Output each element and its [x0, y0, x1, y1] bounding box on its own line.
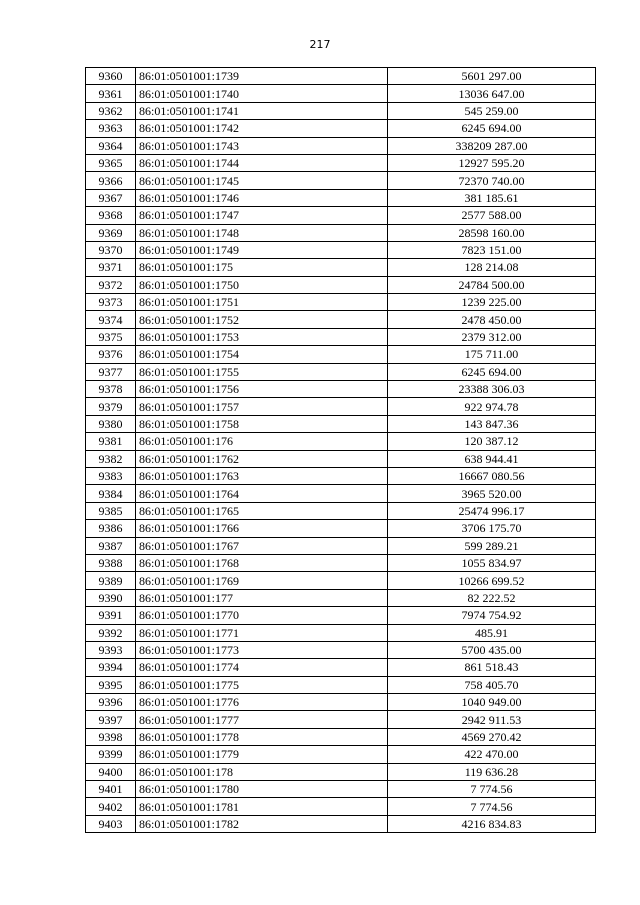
table-row — [86, 381, 596, 398]
cadastral-number: 86:01:0501001:1750 — [136, 276, 388, 293]
page-number: 217 — [309, 38, 331, 51]
row-number: 9382 — [86, 450, 136, 467]
cadastral-number: 86:01:0501001:1767 — [136, 537, 388, 554]
table-row — [86, 659, 596, 676]
row-number: 9400 — [86, 763, 136, 780]
table-row — [86, 815, 596, 832]
row-number: 9389 — [86, 572, 136, 589]
row-number: 9364 — [86, 137, 136, 154]
cadastral-value: 1239 225.00 — [388, 294, 596, 311]
cadastral-number: 86:01:0501001:1763 — [136, 467, 388, 484]
table-row — [86, 207, 596, 224]
cadastral-value: 1040 949.00 — [388, 694, 596, 711]
table-row — [86, 189, 596, 206]
row-number: 9361 — [86, 85, 136, 102]
cadastral-number: 86:01:0501001:1769 — [136, 572, 388, 589]
cadastral-value: 72370 740.00 — [388, 172, 596, 189]
cadastral-value-table — [85, 67, 596, 833]
row-number: 9396 — [86, 694, 136, 711]
cadastral-value: 3706 175.70 — [388, 520, 596, 537]
row-number: 9381 — [86, 433, 136, 450]
cadastral-value: 25474 996.17 — [388, 502, 596, 519]
table-row — [86, 798, 596, 815]
cadastral-number: 86:01:0501001:1782 — [136, 815, 388, 832]
row-number: 9369 — [86, 224, 136, 241]
cadastral-value: 7823 151.00 — [388, 241, 596, 258]
row-number: 9363 — [86, 120, 136, 137]
cadastral-value: 2577 588.00 — [388, 207, 596, 224]
table-row — [86, 154, 596, 171]
row-number: 9360 — [86, 68, 136, 85]
cadastral-value: 5601 297.00 — [388, 68, 596, 85]
cadastral-number: 86:01:0501001:1768 — [136, 554, 388, 571]
cadastral-value: 16667 080.56 — [388, 467, 596, 484]
row-number: 9372 — [86, 276, 136, 293]
cadastral-number: 86:01:0501001:1765 — [136, 502, 388, 519]
table-row — [86, 294, 596, 311]
table-row — [86, 537, 596, 554]
cadastral-number: 86:01:0501001:1742 — [136, 120, 388, 137]
table-row — [86, 68, 596, 85]
cadastral-number: 86:01:0501001:1776 — [136, 694, 388, 711]
cadastral-value: 545 259.00 — [388, 102, 596, 119]
cadastral-number: 86:01:0501001:1758 — [136, 415, 388, 432]
row-number: 9370 — [86, 241, 136, 258]
table-row — [86, 259, 596, 276]
cadastral-value: 2379 312.00 — [388, 328, 596, 345]
cadastral-value: 861 518.43 — [388, 659, 596, 676]
row-number: 9378 — [86, 381, 136, 398]
table-row — [86, 554, 596, 571]
cadastral-value: 175 711.00 — [388, 346, 596, 363]
cadastral-value: 128 214.08 — [388, 259, 596, 276]
table-row — [86, 694, 596, 711]
cadastral-value: 485.91 — [388, 624, 596, 641]
cadastral-number: 86:01:0501001:1779 — [136, 746, 388, 763]
cadastral-number: 86:01:0501001:1754 — [136, 346, 388, 363]
cadastral-number: 86:01:0501001:1739 — [136, 68, 388, 85]
row-number: 9377 — [86, 363, 136, 380]
row-number: 9399 — [86, 746, 136, 763]
row-number: 9376 — [86, 346, 136, 363]
row-number: 9368 — [86, 207, 136, 224]
cadastral-value: 7 774.56 — [388, 781, 596, 798]
table-row — [86, 102, 596, 119]
cadastral-number: 86:01:0501001:1743 — [136, 137, 388, 154]
cadastral-value: 13036 647.00 — [388, 85, 596, 102]
cadastral-value: 2478 450.00 — [388, 311, 596, 328]
cadastral-number: 86:01:0501001:177 — [136, 589, 388, 606]
table-row — [86, 763, 596, 780]
cadastral-value: 758 405.70 — [388, 676, 596, 693]
cadastral-number: 86:01:0501001:1766 — [136, 520, 388, 537]
row-number: 9398 — [86, 728, 136, 745]
row-number: 9388 — [86, 554, 136, 571]
cadastral-value: 6245 694.00 — [388, 363, 596, 380]
row-number: 9394 — [86, 659, 136, 676]
cadastral-value: 7974 754.92 — [388, 607, 596, 624]
row-number: 9395 — [86, 676, 136, 693]
cadastral-number: 86:01:0501001:1770 — [136, 607, 388, 624]
row-number: 9374 — [86, 311, 136, 328]
table-row — [86, 224, 596, 241]
cadastral-number: 86:01:0501001:1757 — [136, 398, 388, 415]
table-row — [86, 676, 596, 693]
table-row — [86, 711, 596, 728]
cadastral-value: 2942 911.53 — [388, 711, 596, 728]
cadastral-number: 86:01:0501001:1753 — [136, 328, 388, 345]
table-row — [86, 120, 596, 137]
table-row — [86, 415, 596, 432]
row-number: 9373 — [86, 294, 136, 311]
table-row — [86, 781, 596, 798]
cadastral-number: 86:01:0501001:176 — [136, 433, 388, 450]
cadastral-number: 86:01:0501001:1764 — [136, 485, 388, 502]
row-number: 9379 — [86, 398, 136, 415]
table-row — [86, 363, 596, 380]
row-number: 9384 — [86, 485, 136, 502]
cadastral-value: 381 185.61 — [388, 189, 596, 206]
cadastral-value: 6245 694.00 — [388, 120, 596, 137]
table-row — [86, 641, 596, 658]
table-body — [86, 68, 596, 833]
table-row — [86, 137, 596, 154]
cadastral-number: 86:01:0501001:1778 — [136, 728, 388, 745]
cadastral-value: 4569 270.42 — [388, 728, 596, 745]
cadastral-value: 24784 500.00 — [388, 276, 596, 293]
cadastral-value: 7 774.56 — [388, 798, 596, 815]
table-row — [86, 450, 596, 467]
table-row — [86, 276, 596, 293]
table-row — [86, 433, 596, 450]
table-row — [86, 467, 596, 484]
row-number: 9366 — [86, 172, 136, 189]
cadastral-value: 119 636.28 — [388, 763, 596, 780]
cadastral-number: 86:01:0501001:1746 — [136, 189, 388, 206]
cadastral-value: 599 289.21 — [388, 537, 596, 554]
cadastral-number: 86:01:0501001:1752 — [136, 311, 388, 328]
cadastral-value: 338209 287.00 — [388, 137, 596, 154]
cadastral-number: 86:01:0501001:1741 — [136, 102, 388, 119]
cadastral-number: 86:01:0501001:1756 — [136, 381, 388, 398]
row-number: 9365 — [86, 154, 136, 171]
row-number: 9403 — [86, 815, 136, 832]
row-number: 9387 — [86, 537, 136, 554]
cadastral-value: 638 944.41 — [388, 450, 596, 467]
cadastral-number: 86:01:0501001:1751 — [136, 294, 388, 311]
table-row — [86, 607, 596, 624]
cadastral-value: 10266 699.52 — [388, 572, 596, 589]
cadastral-number: 86:01:0501001:1771 — [136, 624, 388, 641]
cadastral-number: 86:01:0501001:1755 — [136, 363, 388, 380]
cadastral-number: 86:01:0501001:1740 — [136, 85, 388, 102]
table-row — [86, 572, 596, 589]
row-number: 9402 — [86, 798, 136, 815]
cadastral-value: 12927 595.20 — [388, 154, 596, 171]
row-number: 9362 — [86, 102, 136, 119]
cadastral-number: 86:01:0501001:1774 — [136, 659, 388, 676]
row-number: 9401 — [86, 781, 136, 798]
cadastral-number: 86:01:0501001:1745 — [136, 172, 388, 189]
table-row — [86, 172, 596, 189]
table-row — [86, 346, 596, 363]
row-number: 9383 — [86, 467, 136, 484]
cadastral-value: 4216 834.83 — [388, 815, 596, 832]
row-number: 9375 — [86, 328, 136, 345]
row-number: 9393 — [86, 641, 136, 658]
table-row — [86, 624, 596, 641]
table-row — [86, 520, 596, 537]
table-row — [86, 502, 596, 519]
row-number: 9371 — [86, 259, 136, 276]
cadastral-value: 5700 435.00 — [388, 641, 596, 658]
cadastral-number: 86:01:0501001:1762 — [136, 450, 388, 467]
cadastral-value: 23388 306.03 — [388, 381, 596, 398]
cadastral-value: 1055 834.97 — [388, 554, 596, 571]
cadastral-number: 86:01:0501001:1775 — [136, 676, 388, 693]
cadastral-value: 120 387.12 — [388, 433, 596, 450]
row-number: 9397 — [86, 711, 136, 728]
cadastral-number: 86:01:0501001:1744 — [136, 154, 388, 171]
cadastral-number: 86:01:0501001:1781 — [136, 798, 388, 815]
row-number: 9386 — [86, 520, 136, 537]
cadastral-number: 86:01:0501001:178 — [136, 763, 388, 780]
cadastral-value: 3965 520.00 — [388, 485, 596, 502]
table-row — [86, 85, 596, 102]
cadastral-value: 28598 160.00 — [388, 224, 596, 241]
table-row — [86, 311, 596, 328]
cadastral-number: 86:01:0501001:1747 — [136, 207, 388, 224]
cadastral-number: 86:01:0501001:1780 — [136, 781, 388, 798]
row-number: 9385 — [86, 502, 136, 519]
cadastral-value: 422 470.00 — [388, 746, 596, 763]
cadastral-number: 86:01:0501001:1777 — [136, 711, 388, 728]
row-number: 9367 — [86, 189, 136, 206]
table-row — [86, 241, 596, 258]
cadastral-number: 86:01:0501001:1749 — [136, 241, 388, 258]
cadastral-value: 82 222.52 — [388, 589, 596, 606]
table-row — [86, 485, 596, 502]
cadastral-number: 86:01:0501001:1748 — [136, 224, 388, 241]
row-number: 9390 — [86, 589, 136, 606]
cadastral-number: 86:01:0501001:1773 — [136, 641, 388, 658]
row-number: 9391 — [86, 607, 136, 624]
cadastral-value: 922 974.78 — [388, 398, 596, 415]
cadastral-value: 143 847.36 — [388, 415, 596, 432]
table-row — [86, 746, 596, 763]
table-row — [86, 589, 596, 606]
table-row — [86, 728, 596, 745]
table-row — [86, 398, 596, 415]
cadastral-number: 86:01:0501001:175 — [136, 259, 388, 276]
table-row — [86, 328, 596, 345]
row-number: 9380 — [86, 415, 136, 432]
row-number: 9392 — [86, 624, 136, 641]
